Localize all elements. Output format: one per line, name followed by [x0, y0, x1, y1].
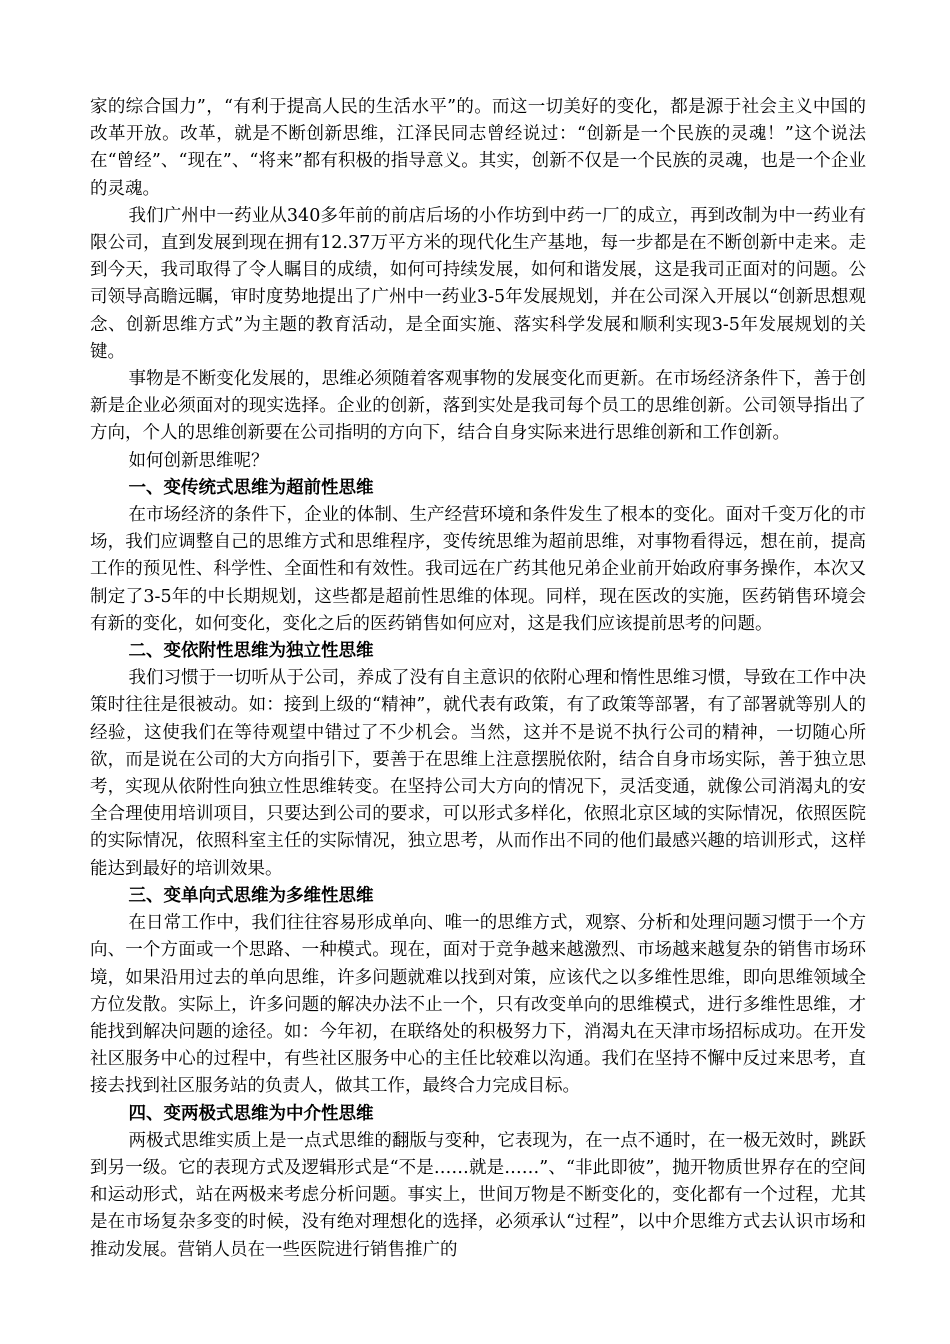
- paragraph-section-3: 在日常工作中，我们往往容易形成单向、唯一的思维方式，观察、分析和处理问题习惯于一个方向、一个方面或一个思路、一种模式。现在，面对于竞争越来越激烈、市场越来越复杂的销售市场环境，如果沿用过去的单向思维，许多问题就难以找到对策，应该代之以多维性思维，即向思维领域全方位发散。实际上，许多问题的解决办法不止一个，只有改变单向的思维模式，进行多维性思维，才能找到解决问题的途径。如：今年初，在联络处的积极努力下，消渴丸在天津市场招标成功。在开发社区服务中心的过程中，有些社区服务中心的主任比较难以沟通。我们在坚持不懈中反过来思考，直接去找到社区服务站的负责人，做其工作，最终合力完成目标。: [90, 913, 866, 1097]
- paragraph-question: 如何创新思维呢？: [128, 450, 269, 471]
- section-heading-4: 四、变两极式思维为中介性思维: [128, 1103, 374, 1124]
- paragraph-section-1: 在市场经济的条件下，企业的体制、生产经营环境和条件发生了根本的变化。面对千变万化的市场，我们应调整自己的思维方式和思维程序，变传统思维为超前思维，对事物看得远，想在前，提高工作的预见性、科学性、全面性和有效性。我司远在广药其他兄弟企业前开始政府事务操作，本次又制定了3-5年的中长期规划，这些都是超前性思维的体现。同样，现在医改的实施，医药销售环境会有新的变化，如何变化，变化之后的医药销售如何应对，这是我们应该提前思考的问题。: [90, 505, 866, 634]
- paragraph-thinking-innovation: 事物是不断变化发展的，思维必须随着客观事物的发展变化而更新。在市场经济条件下，善于创新是企业必须面对的现实选择。企业的创新，落到实处是我司每个员工的思维创新。公司领导指出了方向，个人的思维创新要在公司指明的方向下，结合自身实际来进行思维创新和工作创新。: [90, 369, 866, 444]
- paragraph-section-2: 我们习惯于一切听从于公司，养成了没有自主意识的依附心理和惰性思维习惯，导致在工作中决策时往往是很被动。如：接到上级的“精神”，就代表有政策，有了政策等部署，有了部署就等别人的经验，这使我们在等待观望中错过了不少机会。当然，这并不是说不执行公司的精神，一切随心所欲，而是说在公司的大方向指引下，要善于在思维上注意摆脱依附，结合自身市场实际，善于独立思考，实现从依附性向独立性思维转变。在坚持公司大方向的情况下，灵活变通，就像公司消渴丸的安全合理使用培训项目，只要达到公司的要求，可以形式多样化，依照北京区域的实际情况，依照医院的实际情况，依照科室主任的实际情况，独立思考，从而作出不同的他们最感兴趣的培训形式，这样能达到最好的培训效果。: [90, 668, 866, 879]
- document-page: [90, 94, 866, 1264]
- paragraph-company-history: 我们广州中一药业从340多年前的前店后场的小作坊到中药一厂的成立，再到改制为中一药业有限公司，直到发展到现在拥有12.37万平方米的现代化生产基地，每一步都是在不断创新中走来。走到今天，我司取得了令人瞩目的成绩，如何可持续发展，如何和谐发展，这是我司正面对的问题。公司领导高瞻远瞩，审时度势地提出了广州中一药业3-5年发展规划，并在公司深入开展以“创新思想观念、创新思维方式”为主题的教育活动，是全面实施、落实科学发展和顺利实现3-5年发展规划的关键。: [90, 205, 866, 362]
- paragraph-intro-continuation: 家的综合国力”，“有利于提高人民的生活水平”的。而这一切美好的变化，都是源于社会主义中国的改革开放。改革，就是不断创新思维，江泽民同志曾经说过：“创新是一个民族的灵魂！”这个说法在“曾经”、“现在”、“将来”都有积极的指导意义。其实，创新不仅是一个民族的灵魂，也是一个企业的灵魂。: [90, 97, 866, 199]
- paragraph-section-4: 两极式思维实质上是一点式思维的翻版与变种，它表现为，在一点不通时，在一极无效时，跳跃到另一级。它的表现方式及逻辑形式是“不是……就是……”、“非此即彼”，抛开物质世界存在的空间和运动形式，站在两极来考虑分析问题。事实上，世间万物是不断变化的，变化都有一个过程，尤其是在市场复杂多变的时候，没有绝对理想化的选择，必须承认“过程”，以中介思维方式去认识市场和推动发展。营销人员在一些医院进行销售推广的: [90, 1130, 866, 1260]
- section-heading-1: 一、变传统式思维为超前性思维: [128, 477, 374, 498]
- section-heading-2: 二、变依附性思维为独立性思维: [128, 641, 374, 662]
- section-heading-3: 三、变单向式思维为多维性思维: [128, 885, 374, 906]
